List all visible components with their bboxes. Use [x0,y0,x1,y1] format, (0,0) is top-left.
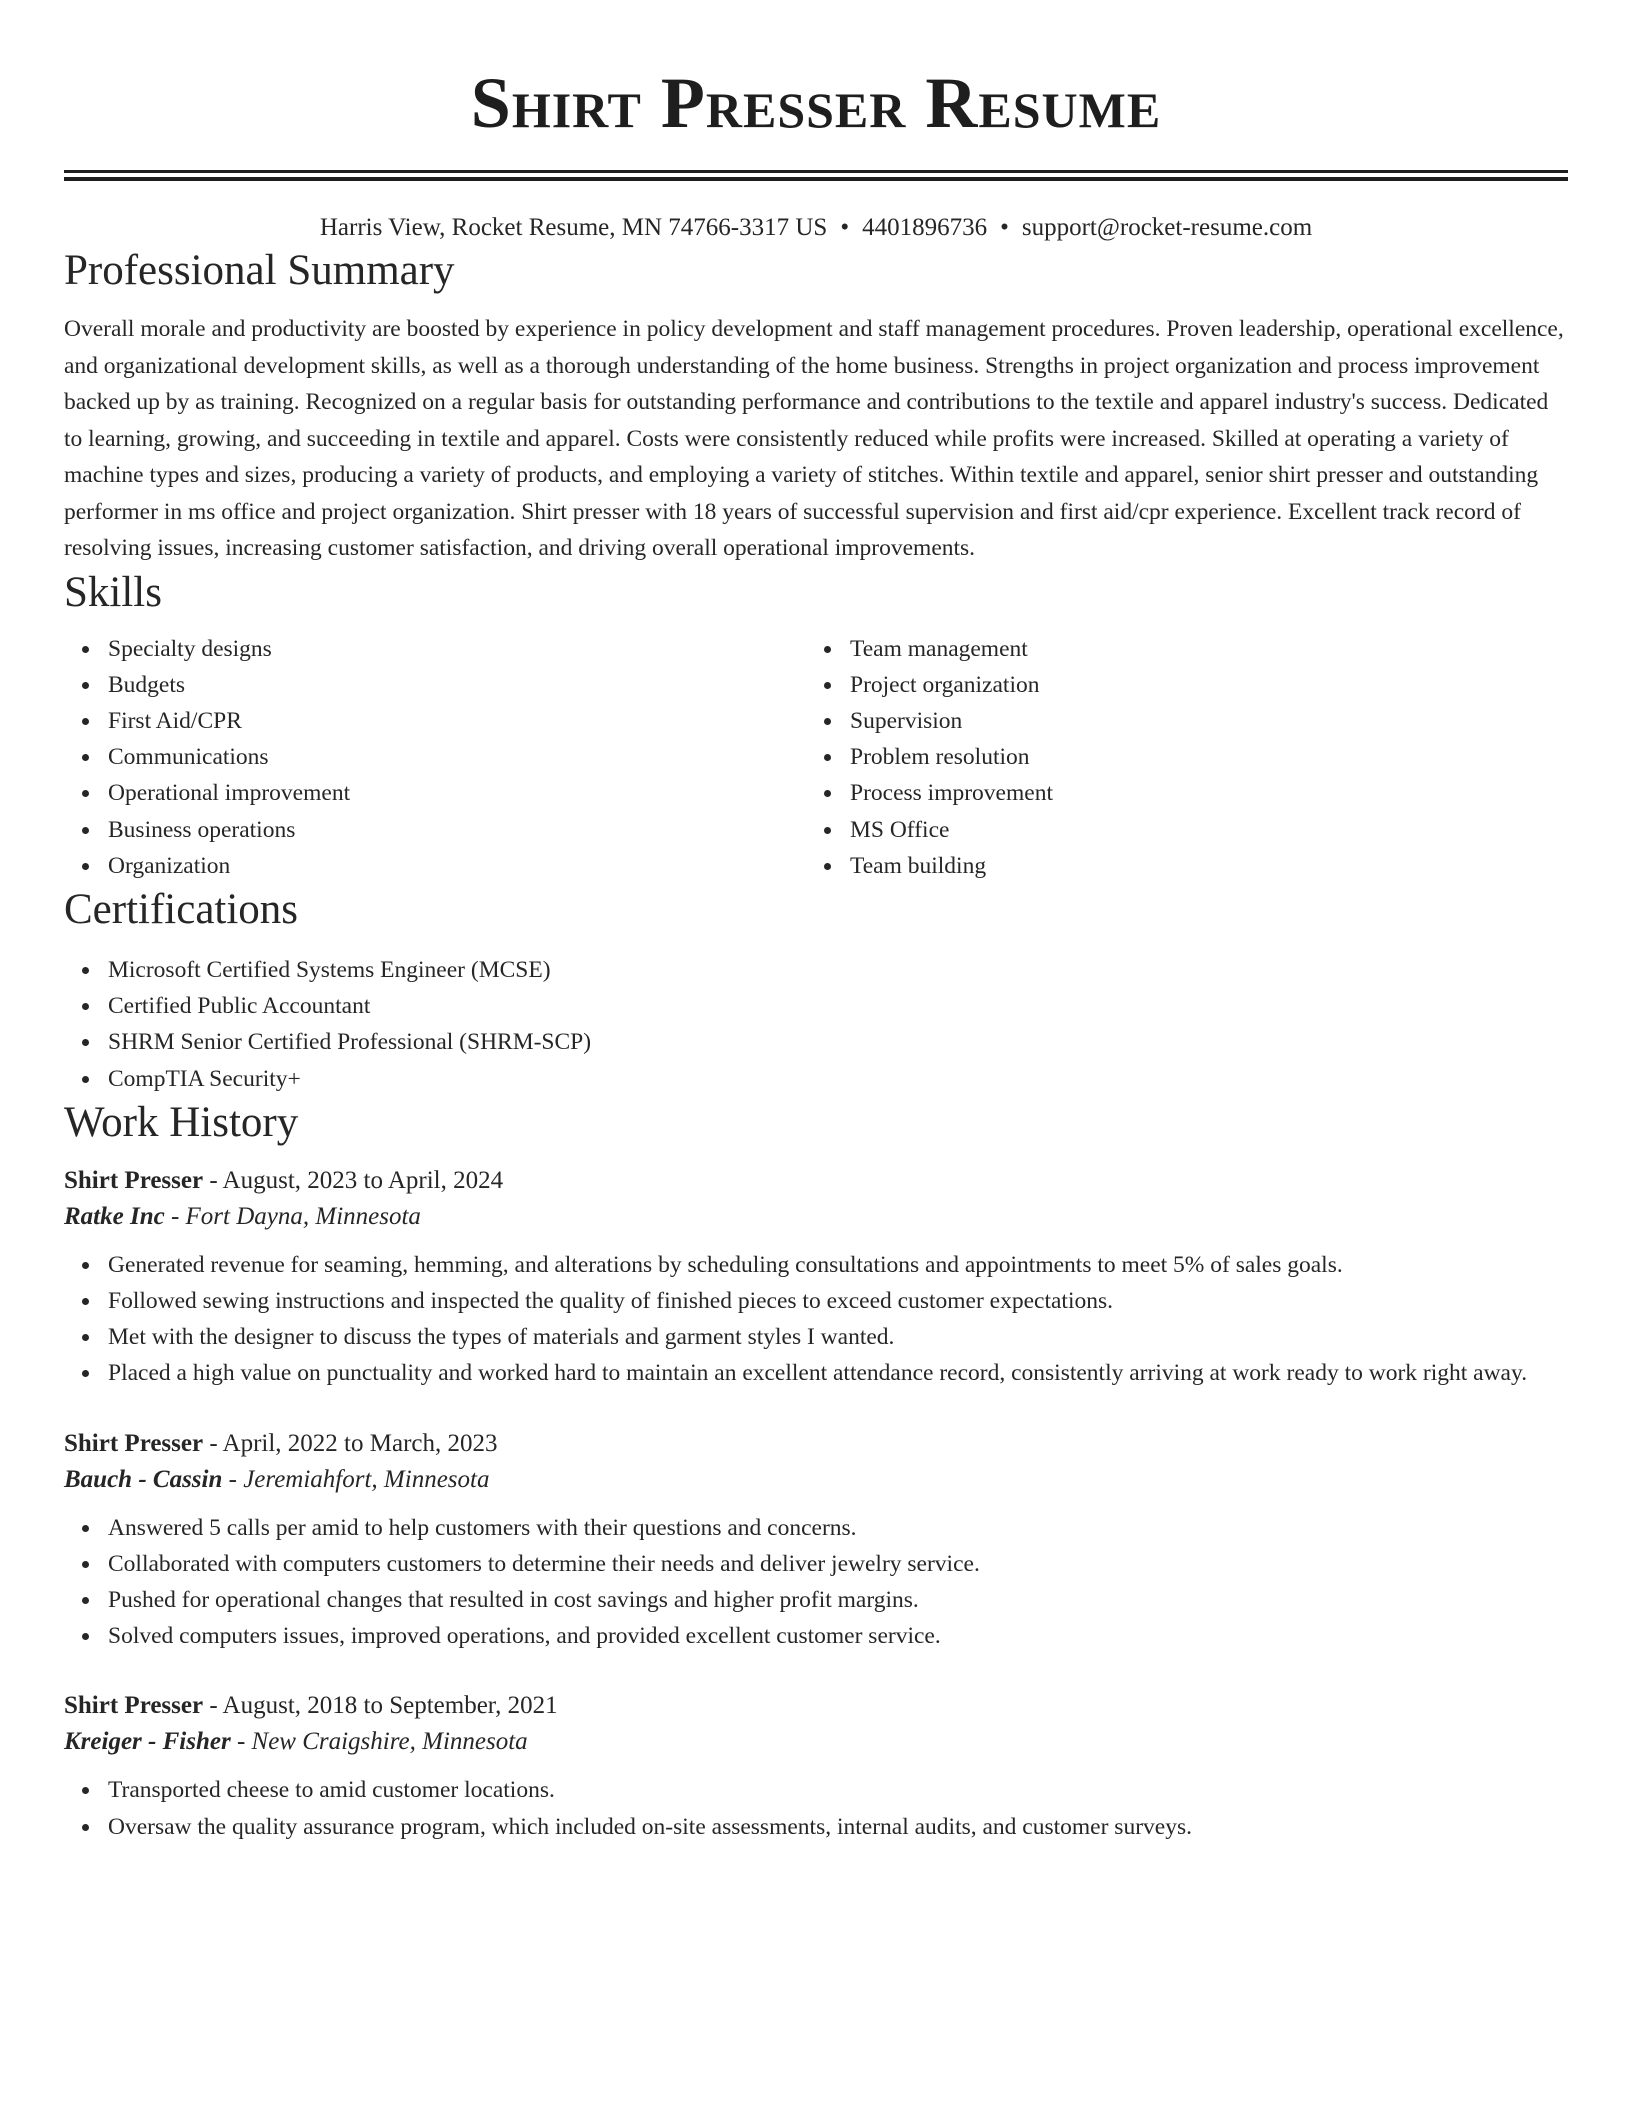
job-company-line [64,1199,1568,1235]
summary-text: Overall morale and productivity are boosted by experience in policy development and staff management procedures. Proven leadership, operational excellence, and organizational development skills, as well as a thorough understanding of the home business. Strengths in project organization and process improvement backed up by as training. Recognized on a regular basis for outstanding performance and contributions to the textile and apparel industry's success. Dedicated to learning, growing, and succeeding in textile and apparel. Costs were consistently reduced while profits were increased. Skilled at operating a variety of machine types and sizes, producing a variety of products, and employing a variety of stitches. Within textile and apparel, senior shirt presser and outstanding performer in ms office and project organization. Shirt presser with 18 years of successful supervision and first aid/cpr experience. Excellent track record of resolving issues, increasing customer satisfaction, and driving overall operational improvements. [64,316,1564,561]
job-duty: Followed sewing instructions and inspected the quality of finished pieces to exceed customer expectations. [108,1283,1568,1319]
job-company-line [64,1462,1568,1498]
contact-line [64,211,1568,245]
job-header [64,1688,1568,1724]
job-entry [64,1163,1568,1392]
skill-item: Operational improvement [108,775,806,811]
skill-item: Budgets [108,667,806,703]
contact-email: support@rocket-resume.com [1021,214,1313,241]
skills-column-left [64,631,806,884]
job-dates: - August, 2023 to April, 2024 [203,1166,504,1194]
summary-section [64,245,1568,567]
job-duty: Placed a high value on punctuality and worked hard to maintain an excellent attendance record, consistently arriving at work ready to work right away. [108,1355,1568,1391]
title-divider [64,170,1568,181]
job-entry [64,1688,1568,1844]
skills-section [64,567,1568,884]
skill-item: Specialty designs [108,631,806,667]
job-duties-list [64,1510,1568,1655]
contact-separator: • [1000,214,1009,241]
contact-address: Harris View, Rocket Resume, MN 74766-3317 US [319,214,828,241]
skills-list-left [64,631,806,884]
job-duty: Oversaw the quality assurance program, which included on-site assessments, internal audits, and customer surveys. [108,1809,1568,1845]
skill-item: Business operations [108,812,806,848]
job-dates: - April, 2022 to March, 2023 [203,1429,498,1457]
job-entry [64,1426,1568,1655]
skills-grid [64,631,1568,884]
job-duty: Answered 5 calls per amid to help customers with their questions and concerns. [108,1510,1568,1546]
certifications-list [64,952,1568,1097]
certifications-heading: Certifications [64,885,299,933]
certifications-section [64,884,1568,1097]
certification-item: CompTIA Security+ [108,1061,1568,1097]
work-history-heading: Work History [64,1098,299,1146]
contact-separator: • [840,214,850,241]
summary-heading: Professional Summary [64,247,455,294]
work-history-section [64,1097,1568,1845]
job-location: - Fort Dayna, Minnesota [164,1202,421,1230]
job-company-line [64,1724,1568,1760]
skills-heading: Skills [64,568,162,616]
skill-item: Project organization [850,667,1548,703]
job-title: Shirt Presser [64,1429,204,1457]
job-title: Shirt Presser [64,1166,204,1194]
job-duties-list [64,1247,1568,1392]
resume-title: Shirt Presser Resume [470,63,1162,143]
job-duty: Met with the designer to discuss the types of materials and garment styles I wanted. [108,1319,1568,1355]
skill-item: Process improvement [850,775,1548,811]
skill-item: MS Office [850,812,1548,848]
job-duty: Collaborated with computers customers to determine their needs and deliver jewelry service. [108,1546,1568,1582]
skills-column-right [806,631,1548,884]
job-company: Bauch - Cassin [64,1465,223,1493]
certification-item: Microsoft Certified Systems Engineer (MCSE) [108,952,1568,988]
skill-item: Supervision [850,703,1548,739]
job-dates: - August, 2018 to September, 2021 [203,1692,558,1720]
skill-item: Problem resolution [850,739,1548,775]
job-location: - New Craigshire, Minnesota [230,1728,528,1756]
job-title: Shirt Presser [64,1692,204,1720]
job-duty: Pushed for operational changes that resulted in cost savings and higher profit margins. [108,1582,1568,1618]
job-company: Ratke Inc [64,1202,165,1230]
certification-item: Certified Public Accountant [108,988,1568,1024]
job-header [64,1426,1568,1462]
skills-list-right [806,631,1548,884]
job-duty: Transported cheese to amid customer locations. [108,1772,1568,1808]
job-location: - Jeremiahfort, Minnesota [222,1465,490,1493]
skill-item: Communications [108,739,806,775]
job-duties-list [64,1772,1568,1844]
skill-item: Team management [850,631,1548,667]
job-duty: Generated revenue for seaming, hemming, and alterations by scheduling consultations and appointments to meet 5% of sales goals. [108,1247,1568,1283]
skill-item: Organization [108,848,806,884]
skill-item: First Aid/CPR [108,703,806,739]
job-header [64,1163,1568,1199]
skill-item: Team building [850,848,1548,884]
certification-item: SHRM Senior Certified Professional (SHRM-SCP) [108,1024,1568,1060]
contact-phone: 4401896736 [862,214,988,241]
job-duty: Solved computers issues, improved operations, and provided excellent customer service. [108,1618,1568,1654]
job-company: Kreiger - Fisher [64,1728,231,1756]
